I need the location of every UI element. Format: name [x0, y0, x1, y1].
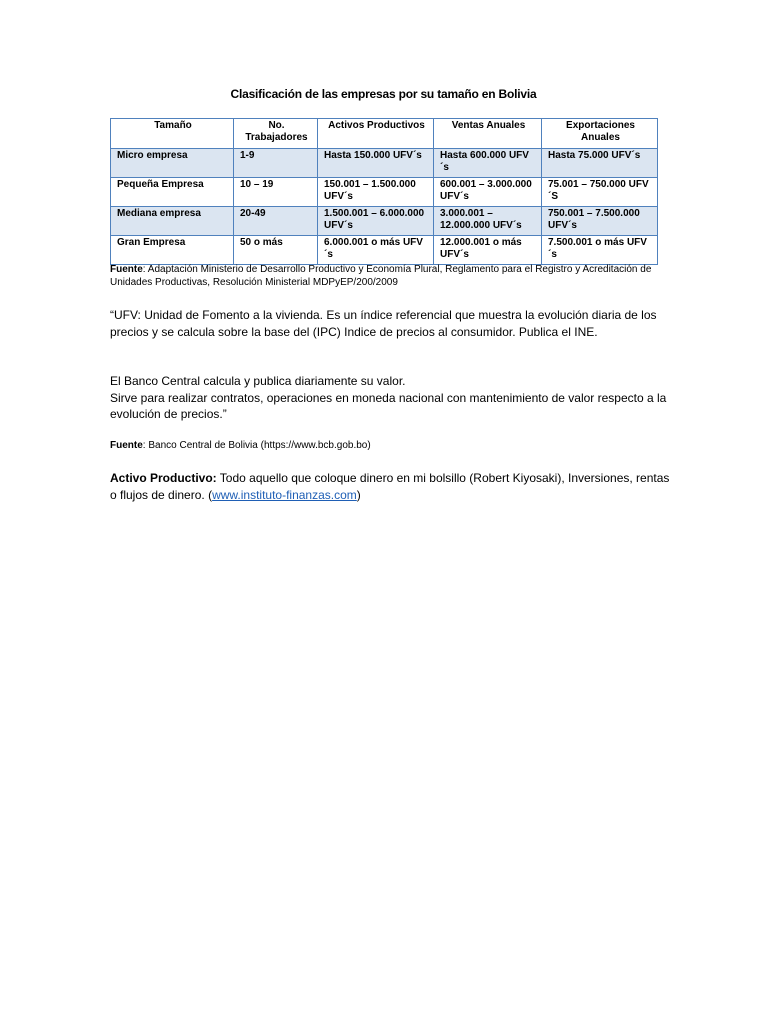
activo-label: Activo Productivo: — [110, 471, 217, 485]
table-header-row — [111, 119, 658, 149]
header-ventas: Ventas Anuales — [434, 119, 542, 149]
banco-line-1: El Banco Central calcula y publica diariamente su valor. — [110, 374, 406, 388]
header-tamano: Tamaño — [111, 119, 234, 149]
source-text: : Banco Central de Bolivia (https://www.bcb.gob.bo) — [142, 440, 371, 451]
table-cell: 3.000.001 – 12.000.000 UFV´s — [434, 207, 542, 236]
activo-text: Todo aquello que coloque dinero en mi bolsillo (Robert Kiyosaki), Inversiones, rentas o flujos de dinero. ( — [110, 471, 670, 502]
header-exportaciones: Exportaciones Anuales — [542, 119, 658, 149]
table-cell: 1.500.001 – 6.000.000 UFV´s — [318, 207, 434, 236]
table-cell: 600.001 – 3.000.000 UFV´s — [434, 178, 542, 207]
table-cell: Hasta 75.000 UFV´s — [542, 149, 658, 178]
table-cell: Hasta 150.000 UFV´s — [318, 149, 434, 178]
activo-close: ) — [356, 487, 361, 502]
header-activos: Activos Productivos — [318, 119, 434, 149]
table-cell: Mediana empresa — [111, 207, 234, 236]
source-text: : Adaptación Ministerio de Desarrollo Productivo y Economía Plural, Reglamento para el Registro y Acreditación de Unidades Productivas, Resolución Ministerial MDPyEP/200/2009 — [110, 264, 652, 288]
table-row — [111, 149, 658, 178]
table-cell: Gran Empresa — [111, 236, 234, 265]
source-label: Fuente — [110, 440, 143, 451]
table-cell: 50 o más — [234, 236, 318, 265]
table-cell: 20-49 — [234, 207, 318, 236]
source-label: Fuente — [110, 264, 143, 275]
bcb-source-note — [110, 439, 371, 452]
header-trabajadores: No. Trabajadores — [234, 119, 318, 149]
table-cell: 10 – 19 — [234, 178, 318, 207]
table-cell: 1-9 — [234, 149, 318, 178]
table-cell: Pequeña Empresa — [111, 178, 234, 207]
table-cell: 750.001 – 7.500.000 UFV´s — [542, 207, 658, 236]
table-cell: 6.000.001 o más UFV ´s — [318, 236, 434, 265]
table-row — [111, 178, 658, 207]
table-cell: 7.500.001 o más UFV ´s — [542, 236, 658, 265]
table-cell: Micro empresa — [111, 149, 234, 178]
instituto-finanzas-link[interactable]: www.instituto-finanzas.com — [212, 487, 357, 502]
activo-productivo-paragraph — [110, 470, 670, 503]
table-cell: 12.000.001 o más UFV´s — [434, 236, 542, 265]
table-cell: 150.001 – 1.500.000 UFV´s — [318, 178, 434, 207]
table-cell: Hasta 600.000 UFV ´s — [434, 149, 542, 178]
banco-central-paragraph — [110, 373, 670, 423]
table-source-note — [110, 263, 670, 289]
table-row — [111, 236, 658, 265]
table-row — [111, 207, 658, 236]
classification-table — [110, 118, 658, 265]
table-cell: 75.001 – 750.000 UFV´S — [542, 178, 658, 207]
banco-line-2: Sirve para realizar contratos, operaciones en moneda nacional con mantenimiento de valor respecto a la evolución de precios.” — [110, 390, 667, 421]
document-title: Clasificación de las empresas por su tamaño en Bolivia — [230, 87, 537, 101]
ufv-definition: “UFV: Unidad de Fomento a la vivienda. Es un índice referencial que muestra la evolución diaria de los precios y se calcula sobre la base del (IPC) Indice de precios al consumidor. Publica el INE. — [110, 308, 657, 339]
